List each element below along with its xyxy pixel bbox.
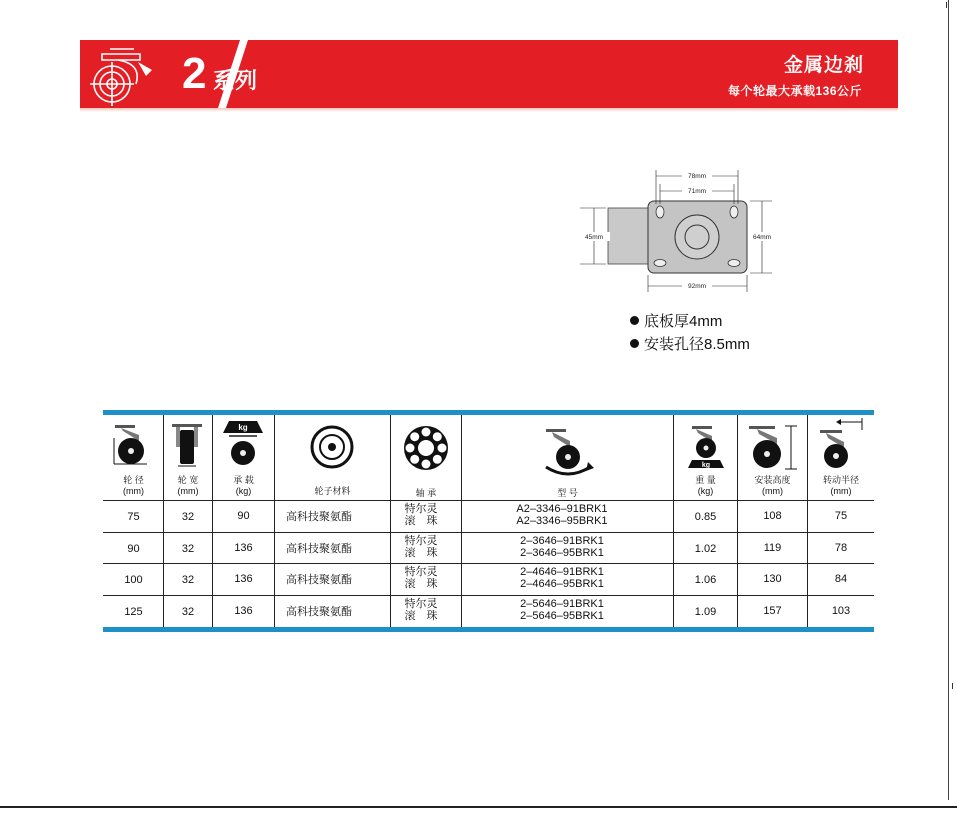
cell-width: 32: [181, 574, 195, 586]
header-diameter: 轮 径 (mm): [123, 475, 144, 496]
cell-height: 119: [763, 542, 782, 554]
cell-bearing: 特尔灵 滚 珠: [404, 566, 438, 590]
wheel-material-icon: [310, 425, 354, 469]
dim-left: 45mm: [584, 234, 604, 241]
plate-kingpin-center: [685, 225, 709, 249]
cell-model: A2–3346–91BRK1 A2–3346–95BRK1: [516, 503, 608, 527]
cell-radius: 84: [834, 573, 848, 585]
cell-width: 32: [181, 543, 195, 555]
spec-item: 安装孔径8.5mm: [630, 333, 750, 356]
ball-bearing-icon: [402, 424, 450, 472]
dim-bottom: 92mm: [687, 283, 707, 290]
cell-diameter: 75: [127, 511, 140, 523]
cell-weight: 1.09: [694, 606, 717, 618]
dim-top-inner: 71mm: [687, 188, 707, 195]
series-banner: [80, 40, 898, 108]
cell-diameter: 90: [127, 543, 140, 555]
mounting-height-icon: [745, 423, 799, 471]
header-model: 型 号: [557, 488, 578, 498]
table-row-divider: [103, 500, 874, 501]
header-bearing: 轴 承: [415, 488, 437, 498]
cell-material: 高科技聚氨酯: [286, 543, 352, 555]
table-row-divider: [103, 532, 874, 533]
cell-load: 90: [237, 510, 250, 522]
header-load: 承 载 (kg): [233, 475, 254, 496]
load-capacity-icon: [221, 419, 265, 469]
swivel-brake-caster-icon: [540, 427, 596, 481]
cell-model: 2–4646–91BRK1 2–4646–95BRK1: [520, 566, 604, 590]
cell-width: 32: [181, 606, 195, 618]
weight-icon: [686, 424, 726, 468]
mounting-hole: [730, 206, 738, 218]
dim-right: 64mm: [752, 234, 772, 241]
cell-diameter: 125: [124, 606, 143, 618]
cell-bearing: 特尔灵 滚 珠: [404, 503, 438, 527]
brake-lever-shape: [608, 208, 650, 264]
cell-radius: 103: [831, 605, 851, 617]
cell-height: 157: [763, 605, 782, 617]
cell-weight: 1.02: [694, 543, 717, 555]
caster-logo-icon: [80, 40, 160, 108]
cell-radius: 75: [834, 510, 848, 522]
table-row-divider: [103, 595, 874, 596]
bullet-icon: [630, 316, 639, 325]
cell-material: 高科技聚氨酯: [286, 606, 352, 618]
mounting-hole: [654, 260, 666, 267]
cell-height: 108: [763, 510, 782, 522]
cell-model: 2–3646–91BRK1 2–3646–95BRK1: [520, 535, 604, 559]
cell-load: 136: [234, 542, 253, 554]
wheel-width-icon: [170, 422, 204, 468]
cell-width: 32: [181, 511, 195, 523]
header-material: 轮子材料: [314, 486, 351, 496]
page-title: 金属边刹: [783, 55, 864, 76]
page-edge-bottom: [0, 806, 957, 808]
mounting-hole: [728, 260, 740, 267]
header-weight: 重 量 (kg): [695, 475, 716, 496]
crop-mark: [946, 2, 947, 8]
bullet-icon: [630, 339, 639, 348]
banner-shadow: [80, 108, 898, 112]
mounting-plate-diagram: [576, 160, 776, 300]
cell-weight: 1.06: [694, 574, 717, 586]
series-number: 2: [182, 49, 207, 98]
cell-height: 130: [763, 573, 782, 585]
cell-bearing: 特尔灵 滚 珠: [404, 598, 438, 622]
svg-text:kg: kg: [238, 423, 248, 432]
table-top-border: [103, 410, 874, 415]
header-width: 轮 宽 (mm): [177, 475, 199, 496]
crop-mark: [952, 683, 953, 689]
spec-list: [630, 310, 750, 356]
svg-text:kg: kg: [701, 462, 711, 469]
cell-model: 2–5646–91BRK1 2–5646–95BRK1: [520, 598, 604, 622]
cell-material: 高科技聚氨酯: [286, 511, 352, 523]
cell-material: 高科技聚氨酯: [286, 574, 352, 586]
page-edge-right: [948, 0, 949, 800]
cell-bearing: 特尔灵 滚 珠: [404, 535, 438, 559]
series-label: 系列: [213, 68, 258, 93]
wheel-diameter-icon: [113, 421, 151, 467]
mounting-hole: [656, 206, 664, 218]
cell-weight: 0.85: [694, 511, 717, 523]
header-radius: 转动半径 (mm): [822, 475, 859, 496]
dim-top-outer: 78mm: [687, 173, 707, 180]
cell-load: 136: [234, 605, 253, 617]
cell-diameter: 100: [124, 574, 143, 586]
cell-radius: 78: [834, 542, 848, 554]
swivel-radius-icon: [816, 418, 866, 470]
table-bottom-border: [103, 627, 874, 632]
cell-load: 136: [234, 573, 253, 585]
table-row-divider: [103, 563, 874, 564]
spec-item: 底板厚4mm: [630, 310, 750, 333]
header-height: 安装高度 (mm): [754, 475, 791, 496]
page-subtitle: 每个轮最大承载136公斤: [727, 84, 862, 98]
